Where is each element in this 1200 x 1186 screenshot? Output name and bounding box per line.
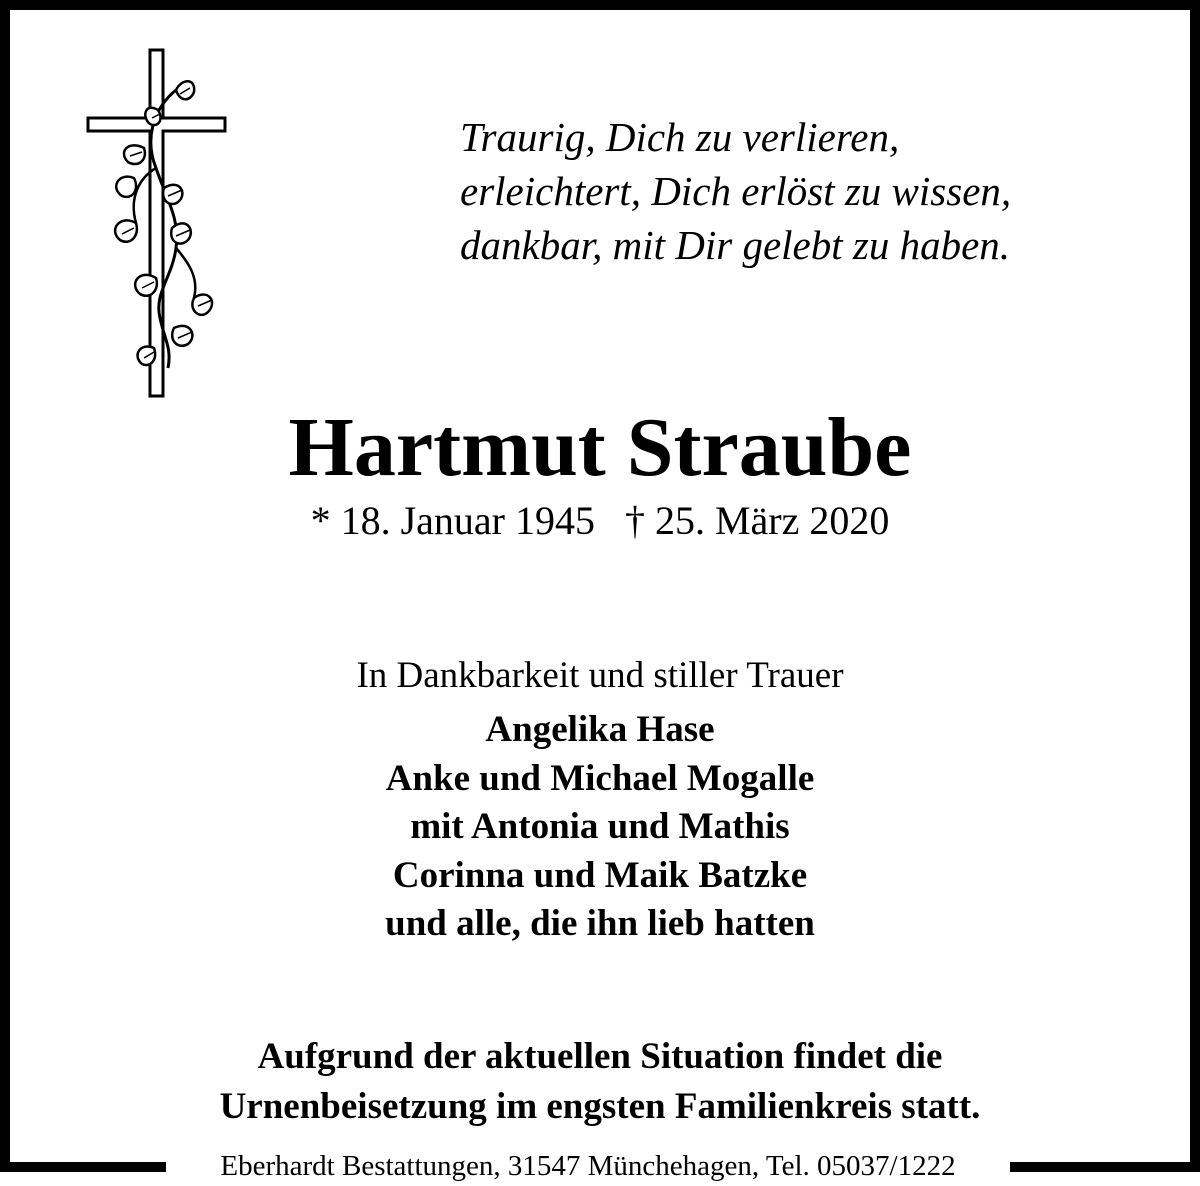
- quote: [430, 110, 1100, 272]
- mourner-name: und alle, die ihn lieb hatten: [385, 903, 815, 944]
- border-right: [1190, 0, 1200, 1172]
- mourner-name: mit Antonia und Mathis: [410, 806, 790, 847]
- funeral-notice: [0, 1032, 1200, 1132]
- mourners-list: [0, 706, 1200, 949]
- border-bottom-right: [1010, 1162, 1200, 1172]
- border-top: [0, 0, 1200, 10]
- deceased-name: Hartmut Straube: [288, 401, 912, 494]
- notice-line: Aufgrund der aktuellen Situation findet die: [257, 1036, 943, 1077]
- mourner-name: Angelika Hase: [485, 709, 715, 750]
- quote-line: dankbar, mit Dir gelebt zu haben.: [460, 222, 1011, 268]
- border-bottom-left: [0, 1162, 166, 1172]
- quote-line: erleichtert, Dich erlöst zu wissen,: [460, 168, 1012, 214]
- notice-line: Urnenbeisetzung im engsten Familienkreis statt.: [219, 1086, 981, 1127]
- life-dates: * 18. Januar 1945 † 25. März 2020: [310, 498, 890, 543]
- quote-line: Traurig, Dich zu verlieren,: [460, 114, 900, 160]
- undertaker-info: Eberhardt Bestattungen, 31547 Münchehagen, Tel. 05037/1222: [220, 1150, 956, 1182]
- border-left: [0, 0, 10, 1172]
- mourning-intro: In Dankbarkeit und stiller Trauer: [356, 655, 844, 696]
- mourner-name: Anke und Michael Mogalle: [385, 757, 815, 799]
- cross-with-vine-icon: [84, 48, 230, 404]
- mourner-name: Corinna und Maik Batzke: [392, 854, 808, 896]
